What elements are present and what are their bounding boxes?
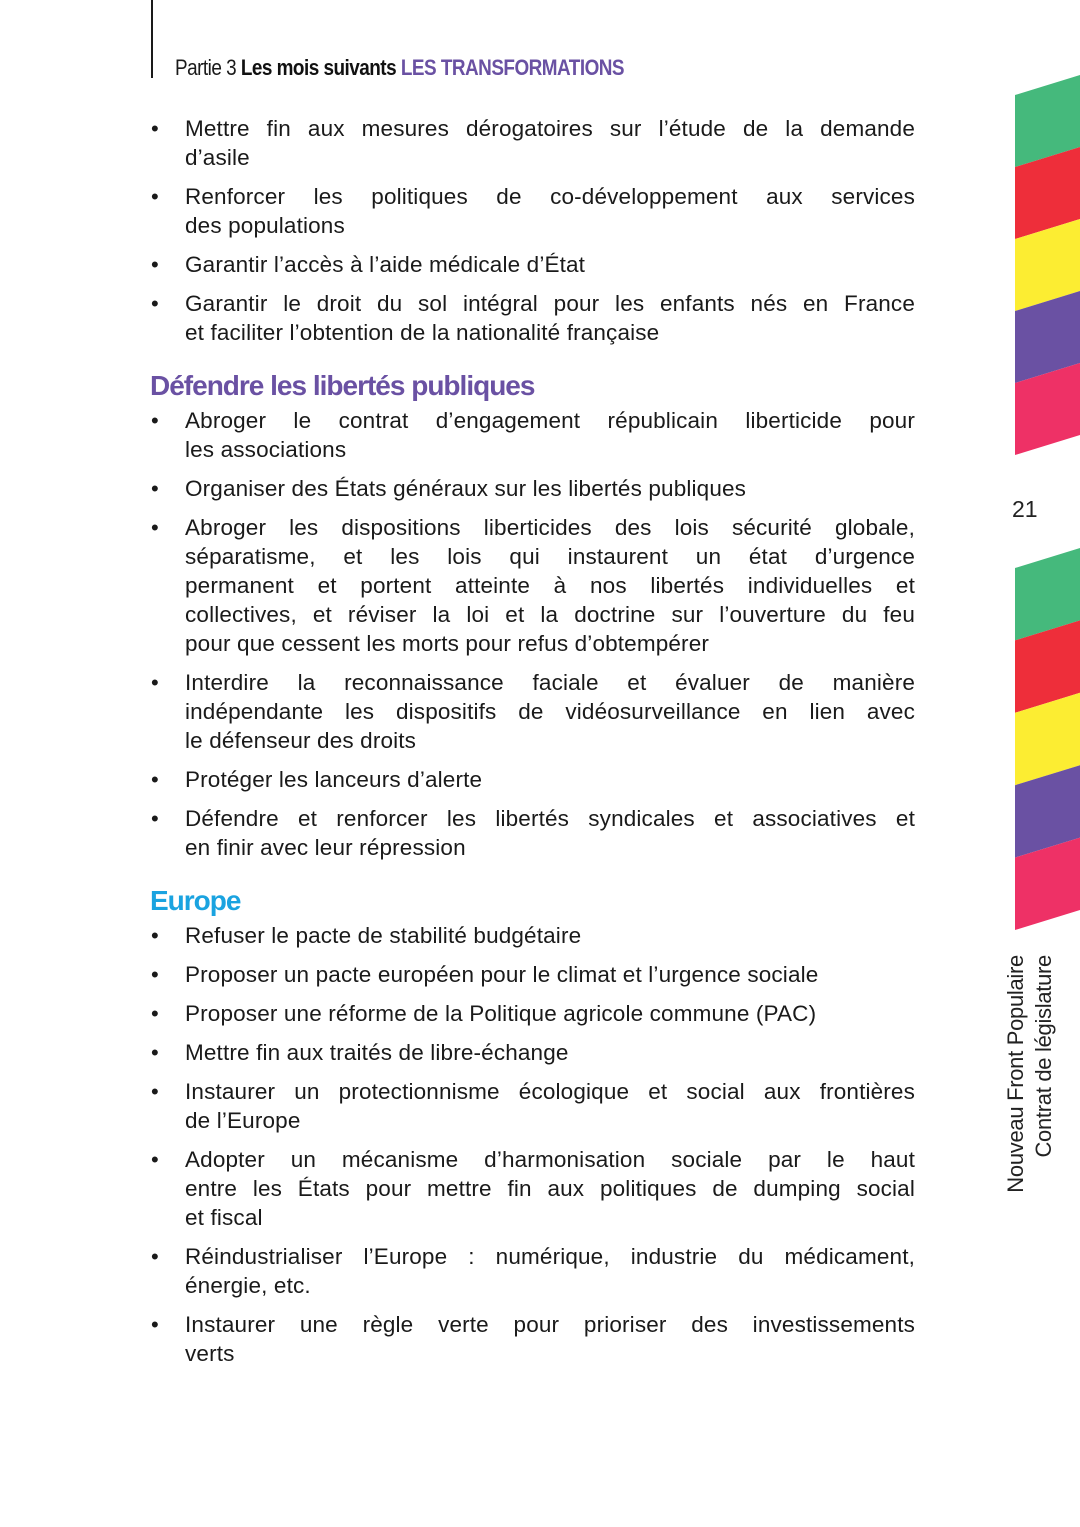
list-item-line: verts — [185, 1341, 235, 1366]
list-item-line: et fiscal — [185, 1205, 263, 1230]
list-item — [150, 289, 915, 347]
bullet-icon: • — [151, 1001, 159, 1026]
bullet-icon: • — [151, 806, 159, 831]
section-europe — [150, 884, 915, 1368]
list-item-line: d’asile — [185, 145, 250, 170]
running-header — [175, 54, 624, 82]
list-item-line: Interdire la reconnaissance faciale et évaluer de manière — [185, 670, 915, 695]
section-title: Défendre les libertés publiques — [150, 370, 535, 401]
bullet-icon: • — [151, 116, 159, 141]
bullet-icon: • — [151, 1147, 159, 1172]
list-item-line: le défenseur des droits — [185, 728, 417, 753]
list-item — [150, 406, 915, 464]
list-item-line: indépendante les dispositifs de vidéosurveillance en lien avec — [185, 699, 915, 724]
bullet-icon: • — [151, 1040, 159, 1065]
list-item — [150, 182, 915, 240]
list-item-line: pour que cessent les morts pour refus d’obtempérer — [185, 631, 710, 656]
list-item-line: et faciliter l’obtention de la nationalité française — [185, 320, 660, 345]
bullet-icon: • — [151, 252, 159, 277]
bullet-icon: • — [151, 1244, 159, 1269]
bullet-icon: • — [151, 408, 159, 433]
list-item-line: en finir avec leur répression — [185, 835, 466, 860]
list-item — [150, 114, 915, 172]
header-chapter: LES TRANSFORMATIONS — [400, 55, 625, 80]
section-title: Europe — [150, 885, 241, 916]
list-item-line: Adopter un mécanisme d’harmonisation sociale par le haut — [185, 1147, 915, 1172]
list-item — [150, 1310, 915, 1368]
list-item-line: Instaurer une règle verte pour prioriser des investissements — [185, 1312, 915, 1337]
list-item — [150, 250, 915, 279]
header-part: Partie 3 — [175, 55, 237, 80]
list-item-line: Renforcer les politiques de co-développement aux services — [185, 184, 915, 209]
bullet-icon: • — [151, 1079, 159, 1104]
color-band-bottom — [1015, 548, 1080, 930]
list-item — [150, 1038, 915, 1067]
header-subtitle: Les mois suivants — [240, 55, 397, 80]
list-item — [150, 765, 915, 794]
list-item-line: Réindustrialiser l’Europe : numérique, industrie du médicament, — [185, 1244, 915, 1269]
list-item — [150, 1077, 915, 1135]
list-item-line: entre les États pour mettre fin aux politiques de dumping social — [185, 1176, 915, 1201]
bullet-list — [150, 921, 915, 1368]
list-item — [150, 999, 915, 1028]
list-item-line: Défendre et renforcer les libertés syndicales et associatives et — [185, 806, 915, 831]
side-label-line2: Contrat de législature — [1031, 955, 1056, 1158]
list-item-line: de l’Europe — [185, 1108, 301, 1133]
bullet-icon: • — [151, 476, 159, 501]
bullet-icon: • — [151, 1312, 159, 1337]
list-item-line: Proposer un pacte européen pour le climat et l’urgence sociale — [185, 962, 819, 987]
list-item-line: Instaurer un protectionnisme écologique et social aux frontières — [185, 1079, 915, 1104]
bullet-list — [150, 114, 915, 347]
list-item-line: collectives, et réviser la loi et la doctrine sur l’ouverture du feu — [185, 602, 915, 627]
stripe-band-graphic — [1015, 75, 1080, 455]
list-item-line: Garantir l’accès à l’aide médicale d’État — [185, 252, 586, 277]
list-item — [150, 474, 915, 503]
list-item — [150, 804, 915, 862]
list-item-line: Organiser des États généraux sur les libertés publiques — [185, 476, 747, 501]
bullet-icon: • — [151, 962, 159, 987]
color-band-top — [1015, 75, 1080, 455]
bullet-icon: • — [151, 184, 159, 209]
main-content — [150, 114, 915, 1378]
bullet-icon: • — [151, 923, 159, 948]
list-item-line: Mettre fin aux traités de libre-échange — [185, 1040, 569, 1065]
page-number: 21 — [1012, 496, 1038, 522]
list-item — [150, 921, 915, 950]
list-item — [150, 668, 915, 755]
list-item — [150, 1145, 915, 1232]
list-item-line: Proposer une réforme de la Politique agricole commune (PAC) — [185, 1001, 817, 1026]
list-item-line: Refuser le pacte de stabilité budgétaire — [185, 923, 582, 948]
list-item-line: Abroger le contrat d’engagement républicain liberticide pour — [185, 408, 915, 433]
list-item-line: les associations — [185, 437, 347, 462]
side-label — [1002, 955, 1062, 1225]
header-rule — [151, 0, 153, 78]
stripe-band-graphic — [1015, 548, 1080, 930]
list-item-line: Abroger les dispositions liberticides des lois sécurité globale, — [185, 515, 915, 540]
list-item-line: permanent et portent atteinte à nos libertés individuelles et — [185, 573, 915, 598]
bullet-list — [150, 406, 915, 862]
list-item-line: Protéger les lanceurs d’alerte — [185, 767, 483, 792]
bullet-icon: • — [151, 767, 159, 792]
list-item-line: séparatisme, et les lois qui instaurent un état d’urgence — [185, 544, 915, 569]
bullet-icon: • — [151, 515, 159, 540]
list-item — [150, 960, 915, 989]
list-item — [150, 513, 915, 658]
list-item-line: énergie, etc. — [185, 1273, 311, 1298]
bullet-icon: • — [151, 291, 159, 316]
list-item — [150, 1242, 915, 1300]
bullet-icon: • — [151, 670, 159, 695]
section-libertes — [150, 369, 915, 862]
section-intro — [150, 114, 915, 347]
list-item-line: Mettre fin aux mesures dérogatoires sur l’étude de la demande — [185, 116, 915, 141]
list-item-line: Garantir le droit du sol intégral pour les enfants nés en France — [185, 291, 915, 316]
side-label-line1: Nouveau Front Populaire — [1003, 955, 1028, 1193]
list-item-line: des populations — [185, 213, 345, 238]
